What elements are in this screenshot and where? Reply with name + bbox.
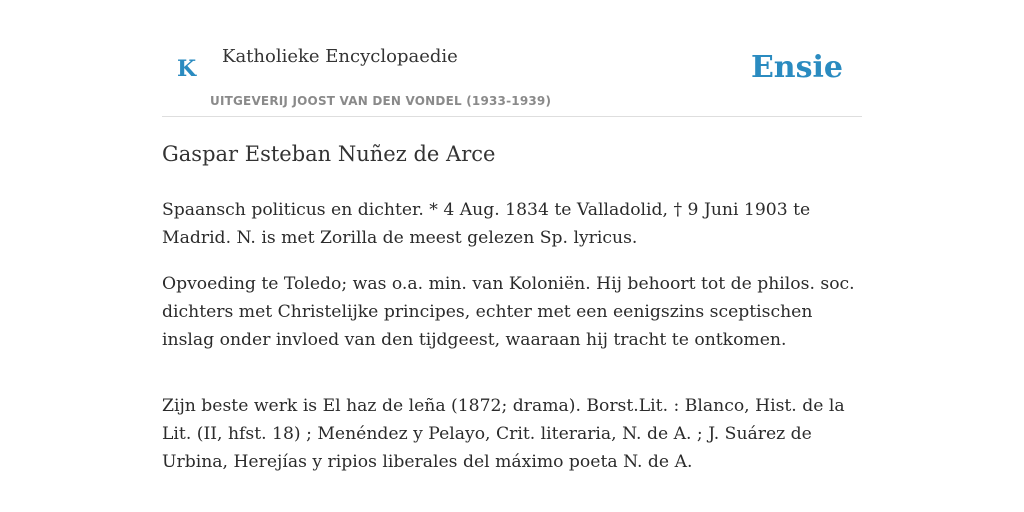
- site-header: [162, 0, 862, 117]
- logo-icon[interactable]: K: [177, 56, 197, 82]
- article-paragraph: Opvoeding te Toledo; was o.a. min. van Koloniën. Hij behoort tot de philos. soc. dichters met Christelijke principes, echter met een eenigszins sceptischen inslag onder invloed van den tijdgeest, waaraan hij tracht te ontkomen.: [162, 274, 855, 350]
- article-title: Gaspar Esteban Nuñez de Arce: [162, 142, 496, 166]
- article-paragraph: Zijn beste werk is El haz de leña (1872; drama). Borst.Lit. : Blanco, Hist. de la Lit. (II, hfst. 18) ; Menéndez y Pelayo, Crit. literaria, N. de A. ; J. Suárez de Urbina, Herejías y ripios liberales del máximo poeta N. de A.: [162, 396, 845, 472]
- publication-title[interactable]: Katholieke Encyclopaedie: [222, 46, 458, 67]
- publisher-line: UITGEVERIJ JOOST VAN DEN VONDEL (1933-1939): [210, 94, 552, 108]
- article: [162, 138, 862, 494]
- article-paragraph: Spaansch politicus en dichter. * 4 Aug. 1834 te Valladolid, † 9 Juni 1903 te Madrid. N. is met Zorilla de meest gelezen Sp. lyricus.: [162, 200, 811, 248]
- brand-logo[interactable]: Ensie: [750, 50, 843, 85]
